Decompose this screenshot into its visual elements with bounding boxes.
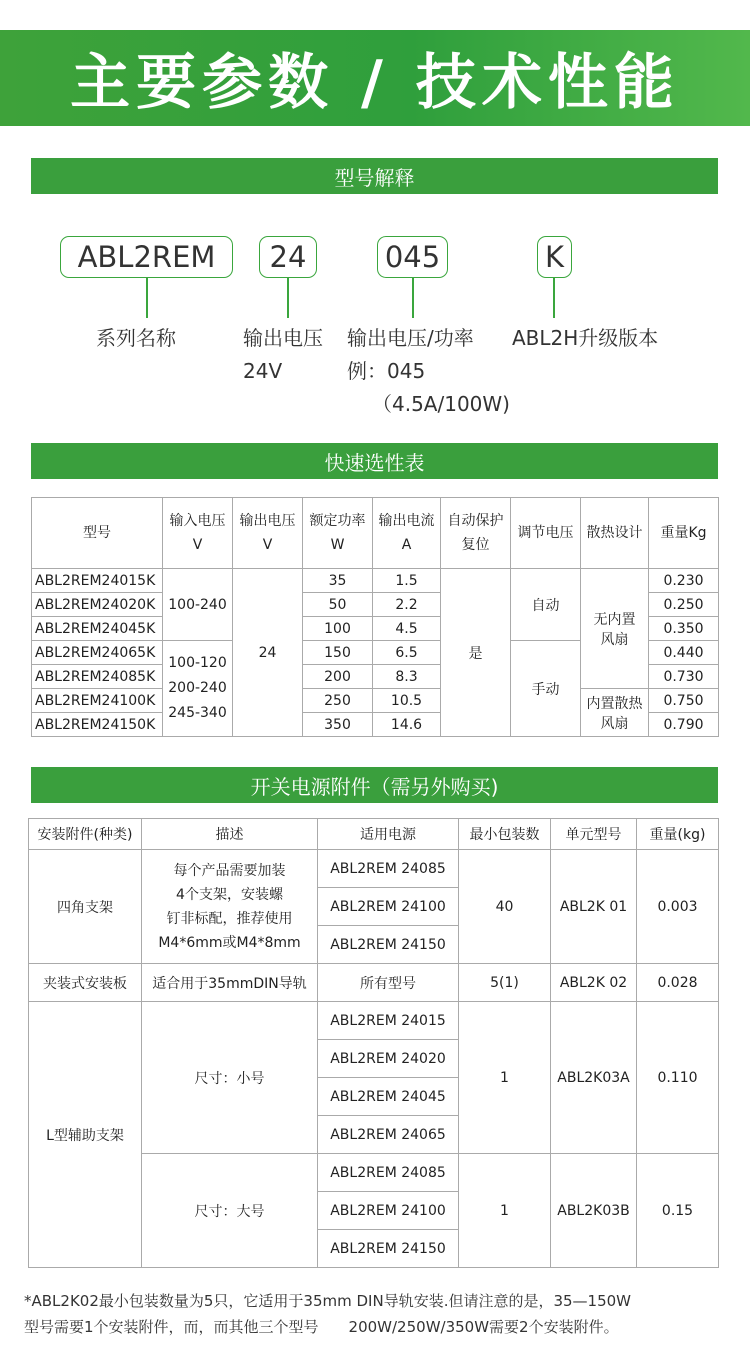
input-voltage-cell: 100-120 200-240 245-340 [163, 641, 233, 737]
desc-cell: 尺寸：小号 [142, 1002, 318, 1154]
cooling-cell: 无内置 风扇 [581, 569, 649, 689]
psu-cell: ABL2REM 24015 [318, 1002, 459, 1040]
connector-line [412, 278, 414, 318]
header-auto-protect: 自动保护 复位 [441, 498, 511, 569]
weight-cell: 0.110 [637, 1002, 719, 1154]
unit-cell: ABL2K 02 [551, 964, 637, 1002]
model-cell: ABL2REM24150K [32, 713, 163, 737]
header-cooling: 散热设计 [581, 498, 649, 569]
cooling-cell: 内置散热 风扇 [581, 689, 649, 737]
version-label: ABL2H升级版本 [512, 326, 659, 350]
power-cell: 150 [303, 641, 373, 665]
power-cell: 35 [303, 569, 373, 593]
header-psu: 适用电源 [318, 819, 459, 850]
header-rated-power: 额定功率 W [303, 498, 373, 569]
protect-cell: 是 [441, 569, 511, 737]
model-box-power: 045 [377, 236, 448, 278]
power-cell: 350 [303, 713, 373, 737]
input-voltage-cell: 100-240 [163, 569, 233, 641]
header-input-voltage: 输入电压 V [163, 498, 233, 569]
footnote-line: *ABL2K02最小包装数量为5只，它适用于35mm DIN导轨安装.但请注意的是，35—150W [24, 1292, 632, 1310]
voltage-label: 输出电压 [243, 326, 323, 350]
weight-cell: 0.250 [649, 593, 719, 617]
header-weight: 重量(kg) [637, 819, 719, 850]
header-min-pack: 最小包装数 [459, 819, 551, 850]
power-label: 输出电压/功率 [347, 326, 474, 350]
weight-cell: 0.15 [637, 1154, 719, 1268]
table-header-row [32, 498, 719, 569]
section-model-explanation: 型号解释 [31, 158, 718, 194]
series-label: 系列名称 [96, 326, 176, 350]
header-output-current: 输出电流 A [373, 498, 441, 569]
section-quick-select: 快速选性表 [31, 443, 718, 479]
power-cell: 100 [303, 617, 373, 641]
table-row [29, 850, 719, 888]
psu-cell: ABL2REM 24045 [318, 1078, 459, 1116]
header-output-voltage: 输出电压 V [233, 498, 303, 569]
min-pack-cell: 40 [459, 850, 551, 964]
connector-line [287, 278, 289, 318]
min-pack-cell: 1 [459, 1154, 551, 1268]
weight-cell: 0.750 [649, 689, 719, 713]
weight-cell: 0.440 [649, 641, 719, 665]
section-accessories: 开关电源附件（需另外购买) [31, 767, 718, 803]
current-cell: 2.2 [373, 593, 441, 617]
footnote-line: 型号需要1个安装附件，而，而其他三个型号 200W/250W/350W需要2个安装附件。 [24, 1318, 619, 1336]
weight-cell: 0.003 [637, 850, 719, 964]
model-box-series: ABL2REM [60, 236, 233, 278]
model-cell: ABL2REM24085K [32, 665, 163, 689]
accessories-table [28, 818, 719, 1268]
current-cell: 8.3 [373, 665, 441, 689]
header-desc: 描述 [142, 819, 318, 850]
table-row [29, 1002, 719, 1040]
psu-cell: ABL2REM 24150 [318, 926, 459, 964]
desc-cell: 适合用于35mmDIN导轨 [142, 964, 318, 1002]
voltage-value: 24V [243, 359, 283, 383]
model-cell: ABL2REM24020K [32, 593, 163, 617]
type-cell: L型辅助支架 [29, 1002, 142, 1268]
min-pack-cell: 5(1) [459, 964, 551, 1002]
connector-line [553, 278, 555, 318]
weight-cell: 0.350 [649, 617, 719, 641]
psu-cell: ABL2REM 24085 [318, 850, 459, 888]
weight-cell: 0.230 [649, 569, 719, 593]
current-cell: 10.5 [373, 689, 441, 713]
adjust-cell: 自动 [511, 569, 581, 641]
unit-cell: ABL2K03A [551, 1002, 637, 1154]
psu-cell: ABL2REM 24150 [318, 1230, 459, 1268]
unit-cell: ABL2K03B [551, 1154, 637, 1268]
header-unit: 单元型号 [551, 819, 637, 850]
model-cell: ABL2REM24015K [32, 569, 163, 593]
current-cell: 1.5 [373, 569, 441, 593]
psu-cell: ABL2REM 24100 [318, 1192, 459, 1230]
power-cell: 250 [303, 689, 373, 713]
quick-select-table [31, 497, 719, 737]
model-box-voltage: 24 [259, 236, 317, 278]
table-row [32, 569, 719, 593]
model-box-version: K [537, 236, 572, 278]
desc-cell: 尺寸：大号 [142, 1154, 318, 1268]
psu-cell: ABL2REM 24020 [318, 1040, 459, 1078]
power-detail: （4.5A/100W) [372, 392, 510, 416]
output-voltage-cell: 24 [233, 569, 303, 737]
weight-cell: 0.028 [637, 964, 719, 1002]
model-cell: ABL2REM24065K [32, 641, 163, 665]
adjust-cell: 手动 [511, 641, 581, 737]
power-example: 例：045 [347, 359, 426, 383]
header-adjust-voltage: 调节电压 [511, 498, 581, 569]
page-title: 主要参数 / 技术性能 [0, 30, 750, 126]
type-cell: 四角支架 [29, 850, 142, 964]
current-cell: 4.5 [373, 617, 441, 641]
desc-cell: 每个产品需要加装 4个支架，安装螺 钉非标配，推荐使用 M4*6mm或M4*8mm [142, 850, 318, 964]
table-header-row [29, 819, 719, 850]
psu-cell: ABL2REM 24065 [318, 1116, 459, 1154]
psu-cell: 所有型号 [318, 964, 459, 1002]
psu-cell: ABL2REM 24100 [318, 888, 459, 926]
connector-line [146, 278, 148, 318]
unit-cell: ABL2K 01 [551, 850, 637, 964]
type-cell: 夹装式安装板 [29, 964, 142, 1002]
power-cell: 200 [303, 665, 373, 689]
header-model: 型号 [32, 498, 163, 569]
psu-cell: ABL2REM 24085 [318, 1154, 459, 1192]
header-type: 安装附件(种类) [29, 819, 142, 850]
current-cell: 14.6 [373, 713, 441, 737]
header-weight: 重量Kg [649, 498, 719, 569]
weight-cell: 0.730 [649, 665, 719, 689]
footnote [24, 1288, 734, 1340]
model-cell: ABL2REM24100K [32, 689, 163, 713]
table-row [29, 964, 719, 1002]
table-row [32, 689, 719, 713]
current-cell: 6.5 [373, 641, 441, 665]
model-cell: ABL2REM24045K [32, 617, 163, 641]
min-pack-cell: 1 [459, 1002, 551, 1154]
weight-cell: 0.790 [649, 713, 719, 737]
power-cell: 50 [303, 593, 373, 617]
